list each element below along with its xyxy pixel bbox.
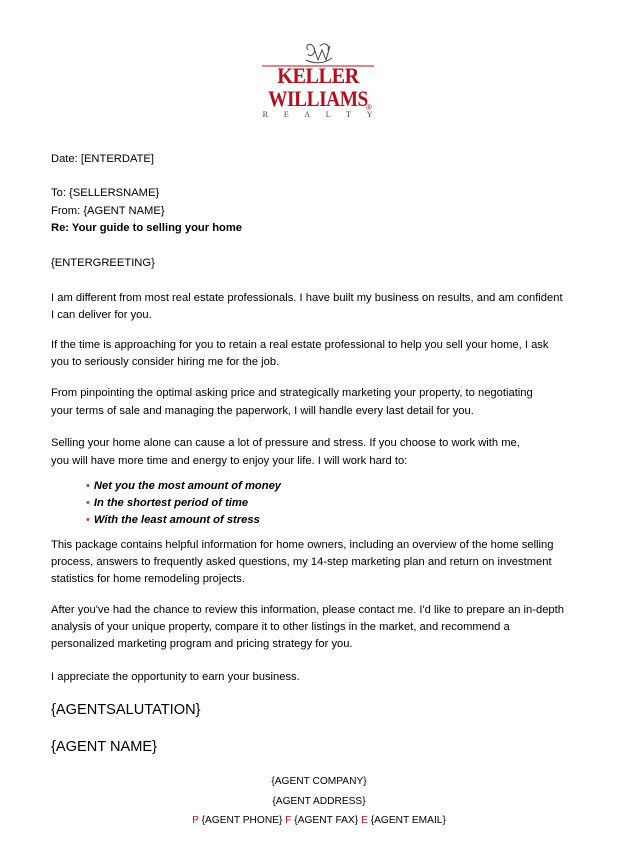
bullet-icon: •	[86, 497, 90, 509]
logo-williams: WILLIAMS	[268, 86, 368, 111]
list-item: • Net you the most amount of money	[86, 480, 282, 492]
paragraph-line: you will have more time and energy to enjoy your life. I will work hard to:	[51, 455, 408, 467]
paragraph-line: statistics for home remodeling projects.	[51, 573, 245, 585]
re-line: Re: Your guide to selling your home	[51, 222, 243, 234]
to-line: To: {SELLERSNAME}	[51, 187, 160, 199]
list-item: • With the least amount of stress	[86, 514, 260, 526]
agent-name-signature: {AGENT NAME}	[51, 739, 157, 755]
bullet-icon: •	[86, 514, 90, 526]
date-line: Date: [ENTERDATE]	[51, 153, 154, 165]
fax-prefix: F	[285, 815, 292, 826]
keller-williams-logo	[258, 40, 378, 124]
logo-realty: R E A L T Y	[262, 110, 380, 119]
salutation: {AGENTSALUTATION}	[51, 702, 201, 718]
from-line: From: {AGENT NAME}	[51, 205, 165, 217]
list-item: • In the shortest period of time	[86, 497, 249, 509]
logo-keller: KELLER	[277, 63, 359, 88]
paragraph-line: analysis of your unique property, compare it to other listings in the market, and recommend a	[51, 621, 510, 633]
paragraph-line: From pinpointing the optimal asking price and strategically marketing your property, to negotiating	[51, 387, 533, 399]
paragraph-line: Selling your home alone can cause a lot of pressure and stress. If you choose to work with me,	[51, 437, 520, 449]
paragraph-line: your terms of sale and managing the paperwork, I will handle every last detail for you.	[51, 405, 474, 417]
paragraph-line: This package contains helpful information for home owners, including an overview of the home selling	[51, 539, 554, 551]
phone-prefix: P	[192, 815, 199, 826]
bullet-icon: •	[86, 480, 90, 492]
paragraph-line: you to seriously consider hiring me for the job.	[51, 356, 280, 368]
paragraph-line: I am different from most real estate professionals. I have built my business on results, and am confident	[51, 292, 563, 304]
footer-phone: {AGENT PHONE}	[201, 815, 283, 826]
paragraph-line: I can deliver for you.	[51, 309, 152, 321]
greeting: {ENTERGREETING}	[51, 257, 155, 269]
footer-email: {AGENT EMAIL}	[370, 815, 446, 826]
footer-contact	[0, 815, 638, 826]
footer-fax: {AGENT FAX}	[294, 815, 359, 826]
footer-company: {AGENT COMPANY}	[271, 776, 367, 787]
paragraph-line: process, answers to frequently asked questions, my 14-step marketing plan and return on investment	[51, 556, 552, 568]
registered-mark: ®	[366, 103, 372, 112]
bullet-list	[86, 478, 281, 529]
footer-address: {AGENT ADDRESS}	[272, 796, 366, 807]
paragraph-line: After you've had the chance to review this information, please contact me. I'd like to prepare an in-depth	[51, 604, 564, 616]
paragraph-line: If the time is approaching for you to retain a real estate professional to help you sell your home, I ask	[51, 339, 549, 351]
email-prefix: E	[361, 815, 368, 826]
paragraph-line: personalized marketing program and pricing strategy for you.	[51, 638, 353, 650]
paragraph-line: I appreciate the opportunity to earn your business.	[51, 671, 300, 683]
